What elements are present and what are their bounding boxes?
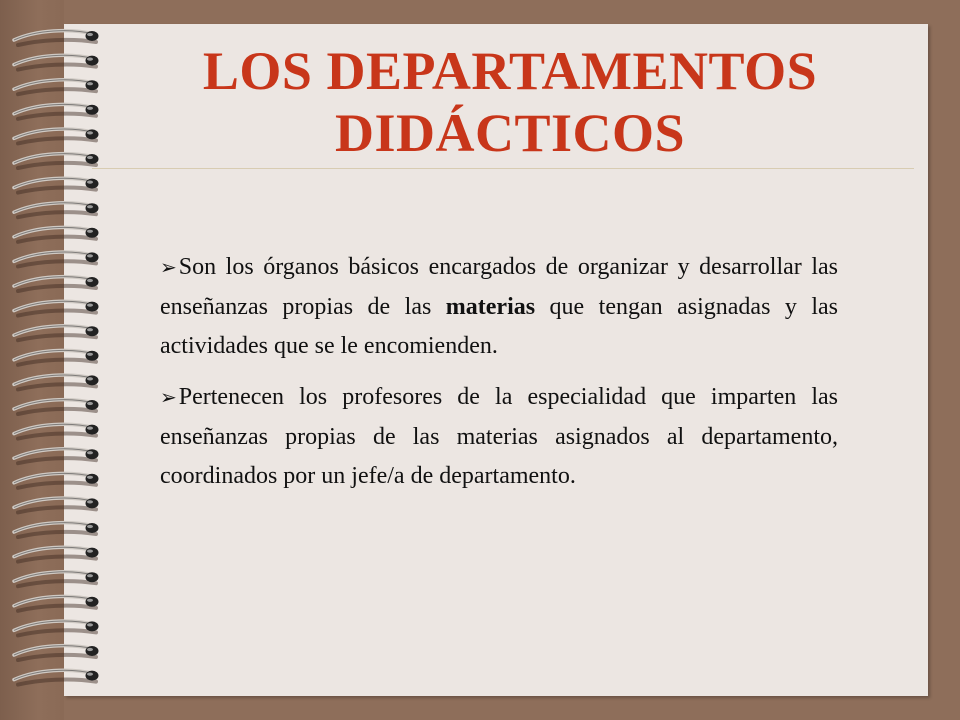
spiral-ring-icon	[14, 670, 99, 684]
spiral-ring-icon	[14, 621, 99, 635]
spiral-ring-icon	[14, 277, 99, 291]
spiral-ring-icon	[14, 572, 99, 586]
spiral-ring-icon	[14, 227, 99, 241]
spiral-ring-icon	[14, 80, 99, 94]
paragraph-1-bold-word: materias	[445, 294, 536, 320]
spiral-ring-icon	[14, 55, 99, 69]
arrow-bullet-icon: ➢	[160, 387, 177, 409]
title-line-1: LOS DEPARTAMENTOS	[202, 41, 818, 101]
spiral-ring-icon	[14, 252, 99, 266]
spiral-ring-icon	[14, 326, 99, 340]
spiral-ring-icon	[14, 547, 99, 561]
spiral-ring-icon	[14, 523, 99, 537]
spiral-ring-icon	[14, 203, 99, 217]
paragraph-1-text: Son los órganos básicos encargados de organizar y desarrollar las enseñanzas propias de las	[160, 254, 838, 320]
spiral-ring-icon	[14, 31, 99, 45]
spiral-ring-icon	[14, 498, 99, 512]
slide-title	[90, 40, 930, 164]
slide-content	[160, 248, 838, 508]
title-line-2: DIDÁCTICOS	[334, 103, 686, 163]
spiral-ring-icon	[14, 473, 99, 487]
paragraph-1-text-end: que tengan asignadas y las actividades que se le encomienden.	[160, 294, 839, 359]
bullet-paragraph-1	[160, 248, 838, 366]
spiral-ring-icon	[14, 178, 99, 192]
title-divider	[92, 168, 914, 169]
spiral-ring-icon	[14, 400, 99, 414]
spiral-ring-icon	[14, 449, 99, 463]
spiral-ring-icon	[14, 154, 99, 168]
spiral-ring-icon	[14, 646, 99, 660]
spiral-ring-icon	[14, 350, 99, 364]
spiral-ring-icon	[14, 424, 99, 438]
spiral-ring-icon	[14, 129, 99, 143]
paragraph-2-text: Pertenecen los profesores de la especialidad que imparten las enseñanzas propias de las materias asignados al departamento, coordinados por un jefe/a de departamento.	[160, 384, 838, 489]
spiral-ring-icon	[14, 596, 99, 610]
spiral-ring-icon	[14, 301, 99, 315]
spiral-ring-icon	[14, 375, 99, 389]
bullet-paragraph-2	[160, 378, 838, 496]
arrow-bullet-icon: ➢	[160, 257, 177, 279]
spiral-ring-icon	[14, 104, 99, 118]
